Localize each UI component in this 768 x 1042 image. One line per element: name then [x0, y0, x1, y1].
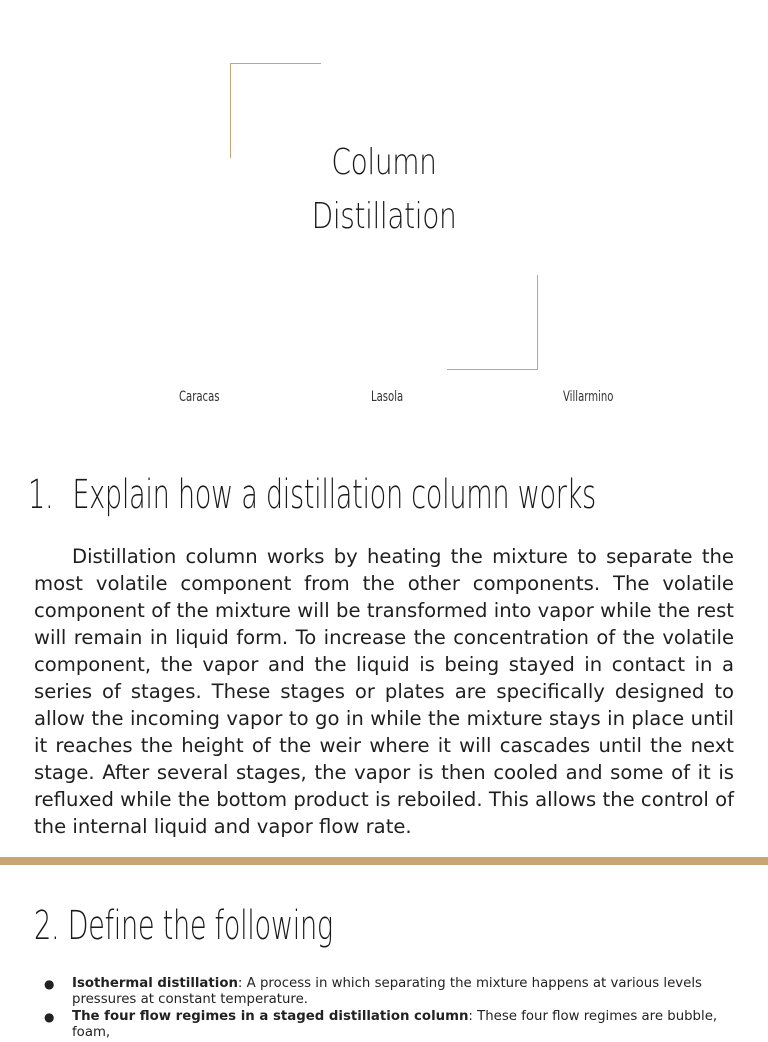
- section-1-number: 1.: [28, 472, 54, 518]
- title-line-1: Column: [331, 142, 437, 183]
- author-villarmino: Villarmino: [563, 389, 614, 405]
- list-item: [40, 1009, 730, 1041]
- section-1-paragraph: Distillation column works by heating the mixture to separate the most volatile component from the other components. The volatile component of the mixture will be transformed into vapor while the rest will remain in liquid form. To increase the concentration of the volatile component, the vapor and the liquid is being stayed in contact in a series of stages. These stages or plates are specifically designed to allow the incoming vapor to go in while the mixture stays in place until it reaches the height of the weir where it will cascades until the next stage. After several stages, the vapor is then cooled and some of it is refluxed while the bottom product is reboiled. This allows the control of the internal liquid and vapor flow rate.: [34, 545, 734, 838]
- definition-term: The four flow regimes in a staged distillation column: [72, 1009, 469, 1024]
- definition-term: Isothermal distillation: [72, 976, 238, 991]
- definitions-list: [40, 976, 730, 1042]
- bullet-icon: ●: [44, 1010, 55, 1024]
- bullet-icon: ●: [44, 977, 55, 991]
- section-1-heading: [28, 472, 596, 518]
- definition-text: : These four flow regimes are bubble, foam,: [72, 1009, 718, 1040]
- author-lasola: Lasola: [371, 389, 404, 405]
- decorative-corner-bottom-right: [447, 275, 538, 370]
- author-caracas: Caracas: [179, 389, 220, 405]
- section-divider: [0, 857, 768, 865]
- title-line-2: Distillation: [311, 196, 457, 237]
- definition-text: : A process in which separating the mixture happens at various levels pressures at constant temperature.: [72, 976, 702, 1007]
- list-item: [40, 976, 730, 1008]
- section-1-heading-text: Explain how a distillation column works: [72, 472, 596, 518]
- section-2-heading: 2. Define the following: [34, 903, 333, 949]
